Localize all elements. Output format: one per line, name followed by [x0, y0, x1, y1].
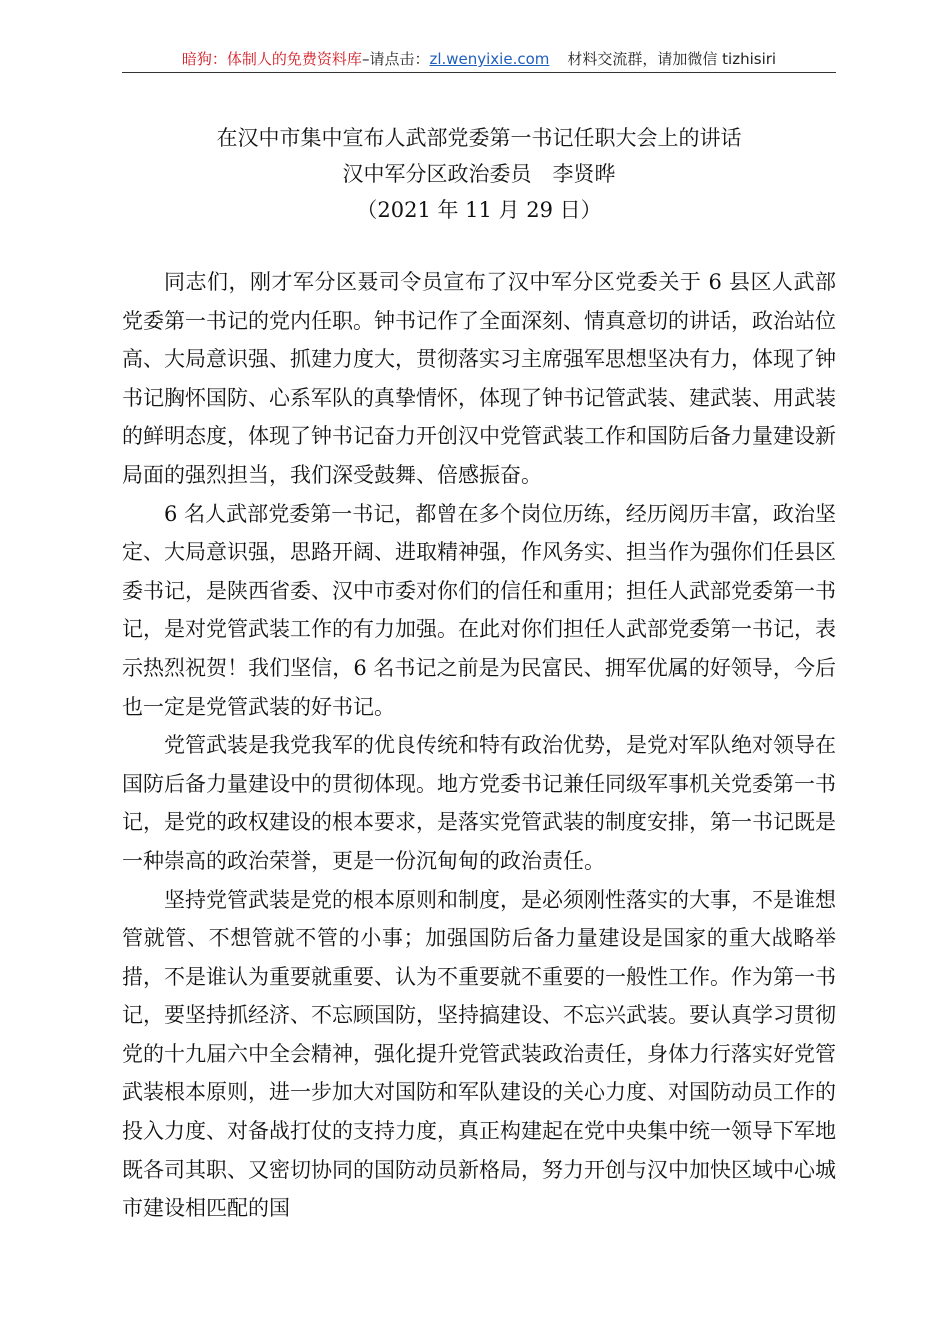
- document-body: [122, 263, 836, 1228]
- document-title: 在汉中市集中宣布人武部党委第一书记任职大会上的讲话: [216, 126, 742, 150]
- header-link[interactable]: zl.wenyixie.com: [429, 50, 550, 68]
- document-date: （2021 年 11 月 29 日）: [356, 198, 602, 222]
- header-brand: 暗狗：体制人的免费资料库: [181, 50, 362, 68]
- header-prompt: –请点击：: [361, 50, 430, 68]
- header-note: 材料交流群，请加微信 tizhisiri: [567, 50, 777, 68]
- body-paragraph: 坚持党管武装是党的根本原则和制度，是必须刚性落实的大事，不是谁想管就管、不想管就不管的小事；加强国防后备力量建设是国家的重大战略举措，不是谁认为重要就重要、认为不重要就不重要的一般性工作。作为第一书记，要坚持抓经济、不忘顾国防，坚持搞建设、不忘兴武装。要认真学习贯彻党的十九届六中全会精神，强化提升党管武装政治责任，身体力行落实好党管武装根本原则，进一步加大对国防和军队建设的关心力度、对国防动员工作的投入力度、对备战打仗的支持力度，真正构建起在党中央集中统一领导下军地既各司其职、又密切协同的国防动员新格局，努力开创与汉中加快区域中心城市建设相匹配的国: [122, 887, 836, 1221]
- body-paragraph: 同志们，刚才军分区聂司令员宣布了汉中军分区党委关于 6 县区人武部党委第一书记的党内任职。钟书记作了全面深刻、情真意切的讲话，政治站位高、大局意识强、抓建力度大，贯彻落实习主席强军思想坚决有力，体现了钟书记胸怀国防、心系军队的真挚情怀，体现了钟书记管武装、建武装、用武装的鲜明态度，体现了钟书记奋力开创汉中党管武装工作和国防后备力量建设新局面的强烈担当，我们深受鼓舞、倍感振奋。: [122, 270, 836, 487]
- page-header: [122, 50, 836, 72]
- header-divider: [122, 72, 836, 73]
- body-paragraph: 党管武装是我党我军的优良传统和特有政治优势，是党对军队绝对领导在国防后备力量建设中的贯彻体现。地方党委书记兼任同级军事机关党委第一书记，是党的政权建设的根本要求，是落实党管武装的制度安排，第一书记既是一种崇高的政治荣誉，更是一份沉甸甸的政治责任。: [122, 733, 836, 873]
- title-block: [122, 120, 836, 228]
- body-paragraph: 6 名人武部党委第一书记，都曾在多个岗位历练，经历阅历丰富，政治坚定、大局意识强，思路开阔、进取精神强，作风务实、担当作为强你们任县区委书记，是陕西省委、汉中市委对你们的信任和重用；担任人武部党委第一书记，是对党管武装工作的有力加强。在此对你们担任人武部党委第一书记，表示热烈祝贺！我们坚信，6 名书记之前是为民富民、拥军优属的好领导，今后也一定是党管武装的好书记。: [122, 501, 836, 719]
- document-speaker: 汉中军分区政治委员 李贤晔: [342, 162, 616, 186]
